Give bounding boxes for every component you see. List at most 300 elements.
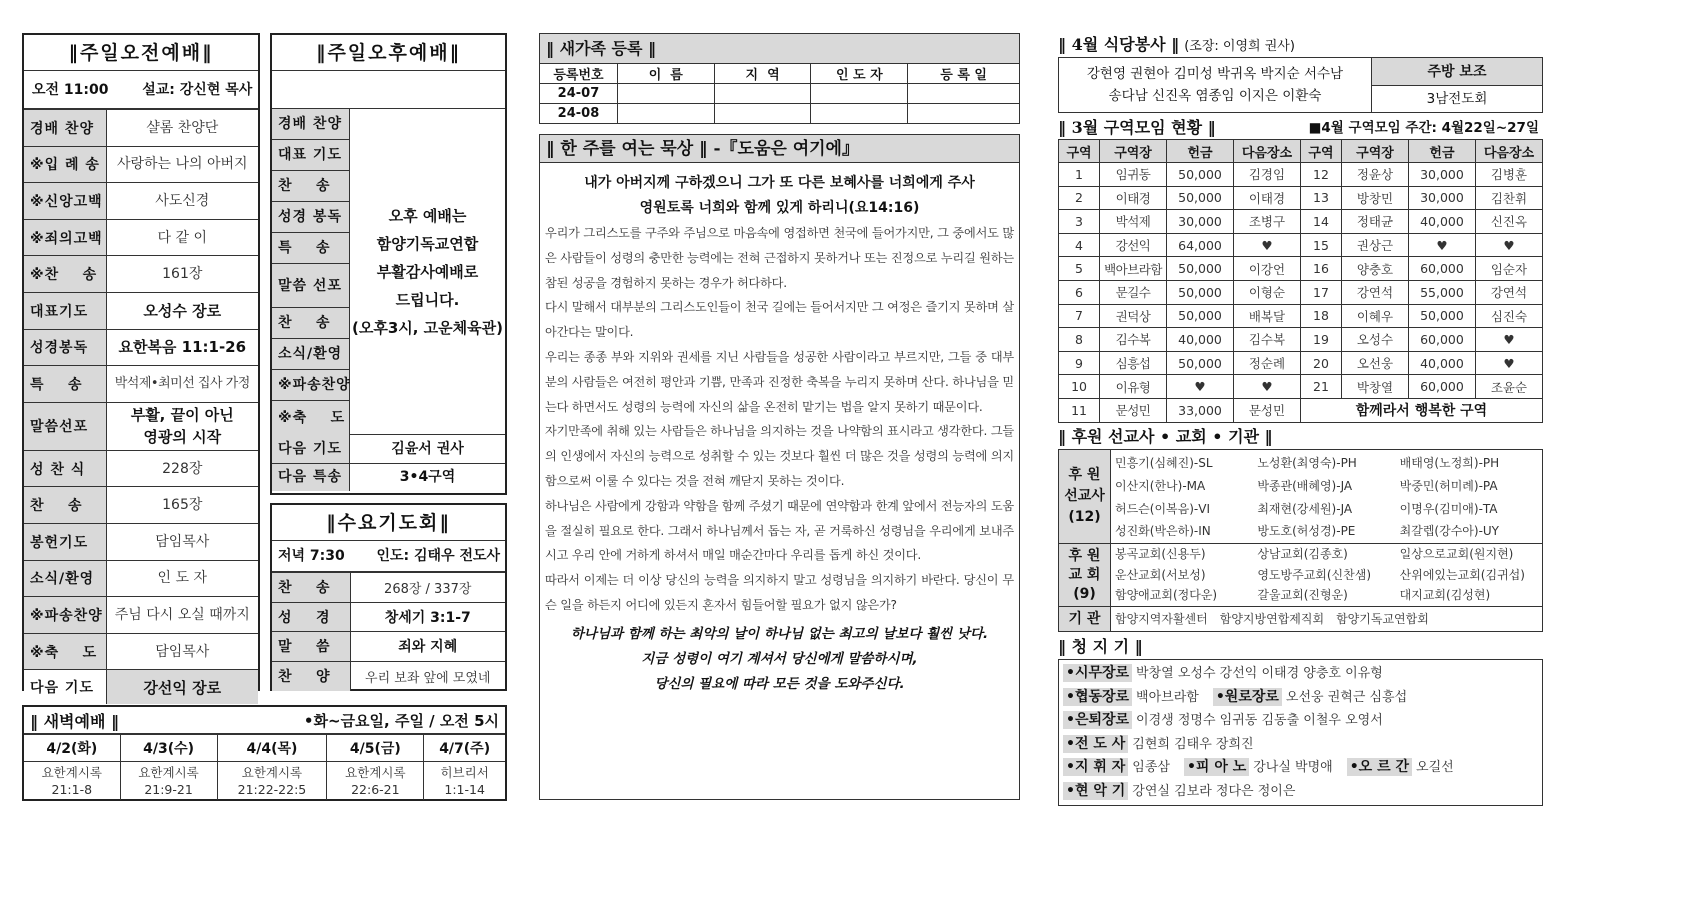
district-header: 헌금 (1167, 140, 1234, 163)
district-header: 다음장소 (1475, 140, 1542, 163)
dawn-book: 히브리서 (440, 764, 489, 780)
am-order-label: ※죄의고백 (24, 219, 106, 256)
sunday-am-title: ‖주일오전예배‖ (24, 35, 258, 71)
pm-order-label: 찬 송 (272, 308, 349, 339)
sunday-pm-labels (272, 109, 350, 434)
district-cell: 조병구 (1233, 210, 1300, 234)
missionary-item: 방도호(허성경)-PE (1257, 524, 1356, 539)
am-order-value: 담임목사 (106, 523, 258, 560)
nf-header: 지 역 (714, 64, 811, 84)
am-order-label: 성경봉독 (24, 329, 106, 366)
am-order-label: ※신앙고백 (24, 183, 106, 220)
am-order-label: 성 찬 식 (24, 450, 106, 487)
district-row (1059, 280, 1543, 304)
district-cell: 박석제 (1100, 210, 1167, 234)
nf-header: 등 록 일 (908, 64, 1020, 84)
dawn-day: 4/4(목) (217, 735, 327, 762)
meditation-paragraph: 우리가 그리스도를 구주와 주님으로 마음속에 영접하면 천국에 들어가지만, 그 중에서도 많은 사람들이 성령의 충만한 능력에는 전혀 근접하지 못하거나 또는 진정으로 누리길 원하는 참된 성공을 경험하지 못하는 경우가 허다하다. (545, 226, 1014, 290)
officer-role: •피 아 노 (1184, 758, 1249, 776)
officer-names: 박창열 오성수 강선익 이태경 양충호 이유형 (1136, 666, 1383, 681)
district-cell: 이혜우 (1342, 304, 1409, 328)
church-item: 갈울교회(진형운) (1257, 588, 1348, 603)
closing-line: 지금 성령이 여기 계셔서 당신에게 말씀하시며, (641, 650, 918, 667)
district-cell: 55,000 (1408, 280, 1475, 304)
next-prayer-label: 다음 기도 (272, 435, 350, 463)
district-row (1059, 375, 1543, 399)
officer-role: •은퇴장로 (1063, 711, 1132, 729)
nf-header-row (540, 64, 1020, 84)
district-cell: 이태경 (1100, 186, 1167, 210)
district-period: ■4월 구역모임 주간: 4월22일~27일 (1308, 120, 1539, 136)
officer-row (1063, 780, 1538, 804)
am-order-row (24, 560, 258, 597)
district-cell: ♥ (1233, 375, 1300, 399)
dawn-day: 4/2(화) (24, 735, 120, 762)
am-next-prayer-label: 다음 기도 (24, 670, 106, 704)
district-row (1059, 233, 1543, 257)
pm-order-label: 성경 봉독 (272, 202, 349, 233)
district-cell: 18 (1300, 304, 1341, 328)
dawn-day: 4/7(주) (424, 735, 505, 762)
am-next-prayer-row (24, 670, 258, 704)
verse-line: 내가 아버지께 구하겠으니 그가 또 다른 보혜사를 너희에게 주사 (584, 175, 975, 191)
sunday-am-service (22, 33, 260, 697)
pm-order-label: 대표 기도 (272, 140, 349, 171)
district-header: 구역장 (1342, 140, 1409, 163)
district-cell: 심진숙 (1475, 304, 1542, 328)
district-cell: 9 (1059, 351, 1100, 375)
new-family-table (539, 63, 1020, 124)
am-order-value: 샬롬 찬양단 (106, 110, 258, 147)
district-cell: ♥ (1408, 233, 1475, 257)
missionary-item: 최갈렙(강수아)-UY (1399, 524, 1500, 539)
district-cell: 21 (1300, 375, 1341, 399)
district-header-row (1059, 140, 1543, 163)
sunday-pm-service (270, 33, 507, 495)
am-order-value: 165장 (106, 487, 258, 524)
sunday-am-preacher: 설교: 강신현 목사 (142, 82, 253, 98)
pm-notice-line: 부활감사예배로 (376, 262, 479, 281)
officer-role: •지 휘 자 (1063, 758, 1128, 776)
am-order-label: ※파송찬양 (24, 597, 106, 634)
district-row (1059, 186, 1543, 210)
district-cell: 김수복 (1100, 328, 1167, 352)
kitchen-section (1058, 33, 1543, 113)
wed-order-value: 268장 / 337장 (350, 573, 505, 603)
pm-order-label: ※파송찬양 (272, 370, 349, 401)
sunday-am-time: 오전 11:00 (32, 82, 109, 98)
district-cell: 정윤상 (1342, 163, 1409, 187)
nf-row (540, 84, 1020, 104)
org-item: 함양지역자활센터 (1115, 612, 1208, 626)
district-cell: 김경임 (1233, 163, 1300, 187)
meditation-paragraph: 자기만족에 취해 있는 사람들은 하나님을 의지하는 것을 나약함의 표시라고 생각한다. 그들의 인생에서 자신의 능력으로 성취할 수 있는 것보다 훨씬 더 많은 것을 성령의 능력에 의지함으로써 이룰 수 있다는 것을 전혀 깨닫지 못하는 것이다. (545, 424, 1014, 488)
officer-names: 백아브라함 (1136, 689, 1199, 705)
dawn-verse: 21:22-22:5 (237, 781, 307, 797)
wed-order-label: 찬 송 (272, 573, 350, 603)
officer-names: 오길선 (1416, 760, 1454, 775)
am-order-value: 담임목사 (106, 633, 258, 670)
meditation-section (539, 134, 1020, 800)
org-item: 함양지방연합제직회 (1219, 612, 1325, 626)
missionary-item: 박중민(허미례)-PA (1399, 478, 1498, 493)
dawn-schedule: •화~금요일, 주일 / 오전 5시 (303, 711, 499, 730)
district-cell: ♥ (1475, 233, 1542, 257)
new-family-section (539, 33, 1020, 124)
sunday-pm-notice (350, 109, 505, 434)
pm-order-label: 소식/환영 (272, 339, 349, 370)
district-cell: 백아브라함 (1100, 257, 1167, 281)
am-order-label: 찬 송 (24, 487, 106, 524)
church-label-line: 교 회 (1068, 566, 1101, 583)
district-cell: 20 (1300, 351, 1341, 375)
wed-order-value: 창세기 3:1-7 (350, 602, 505, 632)
missionary-list (1111, 450, 1542, 543)
pm-order-label: 특 송 (272, 233, 349, 264)
district-cell: 11 (1059, 398, 1100, 422)
dawn-verse: 1:1-14 (444, 781, 485, 797)
wednesday-leader: 인도: 김태우 전도사 (376, 548, 501, 564)
officer-role: •전 도 사 (1063, 735, 1128, 753)
next-special-value: 3•4구역 (399, 469, 456, 485)
pm-order-label: 경배 찬양 (272, 109, 349, 140)
officer-names: 김현희 김태우 장희진 (1132, 736, 1254, 752)
dawn-text (120, 762, 217, 800)
officer-row (1063, 733, 1538, 757)
district-cell: 권상근 (1342, 233, 1409, 257)
district-cell: 조윤순 (1475, 375, 1542, 399)
district-cell: 정태균 (1342, 210, 1409, 234)
district-cell: 김병훈 (1475, 163, 1542, 187)
officer-row (1063, 662, 1538, 686)
am-order-label: 대표기도 (24, 292, 106, 329)
dawn-verse: 22:6-21 (351, 781, 400, 797)
officers-section (1058, 635, 1543, 806)
dawn-book: 요한계시록 (345, 764, 406, 780)
sunday-am-time-row (24, 71, 258, 109)
meditation-paragraph: 따라서 이제는 더 이상 당신의 능력을 의지하지 말고 성령님을 의지하기 바란다. 당신이 무슨 일을 하든지 어디에 있든지 혼자서 힘들어할 필요가 없지 않은가? (545, 573, 1014, 612)
district-row (1059, 351, 1543, 375)
wed-order-value: 우리 보좌 앞에 모였네 (350, 661, 505, 691)
missionary-item: 이명우(김미애)-TA (1399, 501, 1498, 516)
next-special-label: 다음 특송 (272, 464, 350, 491)
pm-notice-line: 드립니다. (395, 290, 460, 309)
missionary-item: 민흥기(심혜진)-SL (1115, 456, 1213, 470)
wednesday-time-row (272, 541, 505, 572)
district-cell: 50,000 (1167, 257, 1234, 281)
district-header: 다음장소 (1233, 140, 1300, 163)
pm-order-label: ※축 도 (272, 401, 349, 435)
district-title: ‖ 3월 구역모임 현황 ‖ (1058, 118, 1216, 137)
dawn-day: 4/5(금) (327, 735, 424, 762)
district-cell: 50,000 (1167, 186, 1234, 210)
missionary-label (1059, 450, 1111, 543)
district-header: 구역장 (1100, 140, 1167, 163)
district-cell: 30,000 (1408, 163, 1475, 187)
church-item: 일상으로교회(원지현) (1399, 547, 1514, 561)
dawn-schedule-table (24, 734, 505, 800)
officer-role: •현 악 기 (1063, 782, 1128, 800)
pm-notice-line: (오후3시, 고운체육관) (352, 318, 503, 337)
district-cell: ♥ (1475, 328, 1542, 352)
dawn-book: 요한계시록 (41, 764, 102, 780)
org-list (1111, 607, 1542, 631)
am-order-row (24, 219, 258, 256)
dawn-days-row (24, 735, 505, 762)
missionary-item: 최재현(강세원)-JA (1257, 501, 1353, 516)
closing-line: 하나님과 함께 하는 최악의 날이 하나님 없는 최고의 날보다 훨씬 낫다. (570, 625, 989, 642)
meditation-paragraph: 우리는 종종 부와 지위와 권세를 지닌 사람들을 성공한 사람이라고 부르지만, 그들 중 대부분의 사람들은 여전히 평안과 기쁨, 만족과 진정한 축복을 누리지 못하며 산다. 하나님을 믿는다 하면서도 성령의 능력에 자신의 삶을 온전히 맡기는 법을 알지 못하기 때문이다. (545, 349, 1014, 414)
am-order-value: 인 도 자 (106, 560, 258, 597)
church-item: 함양애교회(정다운) (1115, 588, 1218, 603)
meditation-body (540, 221, 1019, 618)
wed-order-label: 성 경 (272, 602, 350, 632)
district-cell: 33,000 (1167, 398, 1234, 422)
missionary-item: 배태영(노정희)-PH (1399, 456, 1500, 470)
church-list (1111, 544, 1542, 606)
wed-order-label: 찬 양 (272, 661, 350, 691)
pm-notice-line: 함양기독교연합 (376, 234, 479, 253)
district-cell: 문길수 (1100, 280, 1167, 304)
district-cell: 이형순 (1233, 280, 1300, 304)
wed-order-row (272, 573, 505, 603)
district-cell: 김찬휘 (1475, 186, 1542, 210)
dawn-text (217, 762, 327, 800)
district-cell: 40,000 (1408, 351, 1475, 375)
wed-order-row (272, 661, 505, 691)
am-order-row (24, 110, 258, 147)
district-row (1059, 163, 1543, 187)
sunday-pm-title: ‖주일오후예배‖ (272, 35, 505, 71)
am-order-row (24, 183, 258, 220)
meditation-closing (540, 622, 1019, 697)
district-header: 구역 (1300, 140, 1341, 163)
am-order-row (24, 256, 258, 293)
wed-order-row (272, 632, 505, 662)
nf-empty-cell (811, 84, 908, 104)
district-cell: 50,000 (1167, 351, 1234, 375)
am-order-row (24, 329, 258, 366)
officers-title: ‖ 청 지 기 ‖ (1058, 637, 1143, 656)
am-order-label: 봉헌기도 (24, 523, 106, 560)
nf-empty-cell (908, 84, 1020, 104)
dawn-text (24, 762, 120, 800)
kitchen-assist-label: 주방 보조 (1372, 58, 1542, 86)
am-order-label: 특 송 (24, 366, 106, 403)
nf-empty-cell (617, 104, 714, 124)
org-label: 기 관 (1059, 607, 1111, 631)
dawn-text (327, 762, 424, 800)
missionary-item: 노성환(최영숙)-PH (1257, 456, 1357, 470)
nf-row (540, 104, 1020, 124)
pm-notice-line: 오후 예배는 (388, 206, 467, 225)
meditation-paragraph: 하나님은 사람에게 강함과 약함을 함께 주셨기 때문에 연약함과 한계 앞에서 전능자의 도움을 절실히 필요로 한다. 그래서 하나님께서 돕는 자, 곧 거룩하신 성령님을 우리에게 보내주시고 우리 안에 거하게 하셔서 매일 매순간마다 우리를 돕게 하신 것이다. (545, 498, 1014, 563)
closing-line: 당신의 필요에 따라 모든 것을 도와주신다. (654, 675, 905, 692)
am-order-value: 박석제•최미선 집사 가정 (106, 366, 258, 403)
wed-order-label: 말 씀 (272, 632, 350, 662)
am-order-row (24, 366, 258, 403)
am-order-row (24, 523, 258, 560)
officer-role: •원로장로 (1213, 688, 1282, 706)
am-order-label: ※축 도 (24, 633, 106, 670)
nf-empty-cell (617, 84, 714, 104)
dawn-verse: 21:1-8 (51, 781, 93, 797)
nf-empty-cell (811, 104, 908, 124)
church-label (1059, 544, 1111, 606)
kitchen-leader: (조장: 이영희 권사) (1184, 39, 1295, 54)
district-cell: 50,000 (1167, 163, 1234, 187)
district-cell: 50,000 (1408, 304, 1475, 328)
am-order-label: 말씀선포 (24, 402, 106, 450)
district-header: 헌금 (1408, 140, 1475, 163)
new-family-title: ‖ 새가족 등록 ‖ (539, 33, 1020, 63)
district-cell: 양충호 (1342, 257, 1409, 281)
wednesday-title: ‖수요기도회‖ (272, 505, 505, 541)
district-cell: 30,000 (1167, 210, 1234, 234)
district-cell: 1 (1059, 163, 1100, 187)
meditation-verse (540, 163, 1019, 221)
am-next-prayer-value: 강선익 장로 (106, 670, 258, 704)
am-order-value: 228장 (106, 450, 258, 487)
district-footer: 함께라서 행복한 구역 (1300, 398, 1542, 422)
am-order-value: 다 같 이 (106, 219, 258, 256)
district-cell: 강선익 (1100, 233, 1167, 257)
district-cell: 6 (1059, 280, 1100, 304)
district-cell: 15 (1300, 233, 1341, 257)
district-cell: 16 (1300, 257, 1341, 281)
meditation-subtitle: -『도움은 여기에』 (713, 139, 859, 159)
district-cell: 이태경 (1233, 186, 1300, 210)
dawn-texts-row (24, 762, 505, 800)
district-cell: 14 (1300, 210, 1341, 234)
kitchen-assist-value: 3남전도회 (1426, 91, 1488, 107)
missionary-label-line: 선교사 (1064, 488, 1105, 504)
district-cell: 12 (1300, 163, 1341, 187)
am-order-value: 오성수 장로 (106, 292, 258, 329)
missionary-item: 이산지(한나)-MA (1115, 478, 1206, 493)
meditation-header (540, 135, 1019, 163)
am-order-row (24, 450, 258, 487)
am-order-row (24, 146, 258, 183)
am-order-value: 161장 (106, 256, 258, 293)
am-order-value: 사랑하는 나의 아버지 (106, 146, 258, 183)
officer-names: 오선웅 권혁근 심흥섭 (1285, 689, 1408, 705)
kitchen-title: ‖ 4월 식당봉사 ‖ (1058, 35, 1180, 54)
district-cell: 60,000 (1408, 257, 1475, 281)
district-cell: 40,000 (1167, 328, 1234, 352)
am-order-value: 부활, 끝이 아닌 영광의 시작 (106, 402, 258, 450)
kitchen-names-line: 강현영 권현아 김미성 박귀옥 박지순 서수남 (1086, 66, 1344, 82)
district-row (1059, 398, 1543, 422)
church-item: 상남교회(김종호) (1257, 547, 1348, 561)
church-item: 봉곡교회(신용두) (1115, 547, 1206, 561)
district-row (1059, 210, 1543, 234)
wednesday-time: 저녁 7:30 (278, 548, 345, 564)
nf-empty-cell (714, 84, 811, 104)
am-order-row (24, 292, 258, 329)
org-item: 함양기독교연합회 (1336, 612, 1429, 626)
officer-row (1063, 709, 1538, 733)
officer-row (1063, 686, 1538, 710)
am-order-label: ※찬 송 (24, 256, 106, 293)
am-order-label: ※입 례 송 (24, 146, 106, 183)
wednesday-order-table (272, 572, 505, 691)
mission-section (1058, 425, 1543, 632)
district-cell: 60,000 (1408, 328, 1475, 352)
district-cell: 정순례 (1233, 351, 1300, 375)
district-table (1058, 139, 1543, 423)
district-cell: 2 (1059, 186, 1100, 210)
church-item: 산위에있는교회(김귀섭) (1399, 567, 1525, 582)
district-cell: 신진옥 (1475, 210, 1542, 234)
officer-names: 임종삼 (1132, 760, 1170, 775)
district-row (1059, 304, 1543, 328)
dawn-book: 요한계시록 (241, 764, 303, 780)
kitchen-names-line: 송다남 신진옥 염종임 이지은 이환숙 (1108, 88, 1322, 104)
am-order-row (24, 487, 258, 524)
district-cell: 임순자 (1475, 257, 1542, 281)
nf-header: 이 름 (617, 64, 714, 84)
district-cell: 8 (1059, 328, 1100, 352)
district-cell: 방창민 (1342, 186, 1409, 210)
church-item: 운산교회(서보성) (1115, 567, 1206, 582)
am-order-row (24, 402, 258, 450)
dawn-text (424, 762, 505, 800)
church-label-line: (9) (1073, 585, 1096, 602)
nf-number: 24-07 (540, 84, 618, 104)
district-cell: 심흥섭 (1100, 351, 1167, 375)
district-cell: 이유형 (1100, 375, 1167, 399)
district-cell: ♥ (1475, 351, 1542, 375)
meditation-paragraph: 다시 말해서 대부분의 그리스도인들이 천국 길에는 들어서지만 그 여정은 즐기지 못하며 살아간다는 말이다. (545, 300, 1014, 340)
wednesday-prayer (270, 503, 507, 691)
district-cell: 40,000 (1408, 210, 1475, 234)
nf-number: 24-08 (540, 104, 618, 124)
officer-row (1063, 756, 1538, 780)
district-cell: 5 (1059, 257, 1100, 281)
sunday-am-order-table (24, 109, 258, 704)
dawn-book: 요한계시록 (138, 764, 199, 780)
district-cell: 이강언 (1233, 257, 1300, 281)
am-order-value: 요한복음 11:1-26 (106, 329, 258, 366)
officer-role: •시무장로 (1063, 664, 1132, 682)
district-cell: 19 (1300, 328, 1341, 352)
am-order-label: 경배 찬양 (24, 110, 106, 147)
district-cell: 권덕상 (1100, 304, 1167, 328)
district-row (1059, 257, 1543, 281)
meditation-title: ‖ 한 주를 여는 묵상 ‖ (546, 139, 708, 159)
nf-empty-cell (908, 104, 1020, 124)
missionary-item: 박종관(배혜영)-JA (1257, 478, 1353, 493)
missionary-item: 성진화(박은하)-IN (1115, 524, 1211, 539)
missionary-label-line: (12) (1068, 509, 1101, 525)
church-label-line: 후 원 (1068, 547, 1101, 564)
district-cell: 13 (1300, 186, 1341, 210)
district-cell: 50,000 (1167, 304, 1234, 328)
district-header: 구역 (1059, 140, 1100, 163)
district-cell: 10 (1059, 375, 1100, 399)
missionary-item: 허드슨(이복음)-VI (1115, 501, 1210, 516)
wed-order-value: 죄와 지혜 (350, 632, 505, 662)
district-cell: 7 (1059, 304, 1100, 328)
nf-empty-cell (714, 104, 811, 124)
officer-role: •오 르 간 (1347, 758, 1412, 776)
dawn-verse: 21:9-21 (144, 781, 193, 797)
district-cell: 50,000 (1167, 280, 1234, 304)
am-order-label: 소식/환영 (24, 560, 106, 597)
am-order-value: 주님 다시 오실 때까지 (106, 597, 258, 634)
district-cell: 강연석 (1475, 280, 1542, 304)
